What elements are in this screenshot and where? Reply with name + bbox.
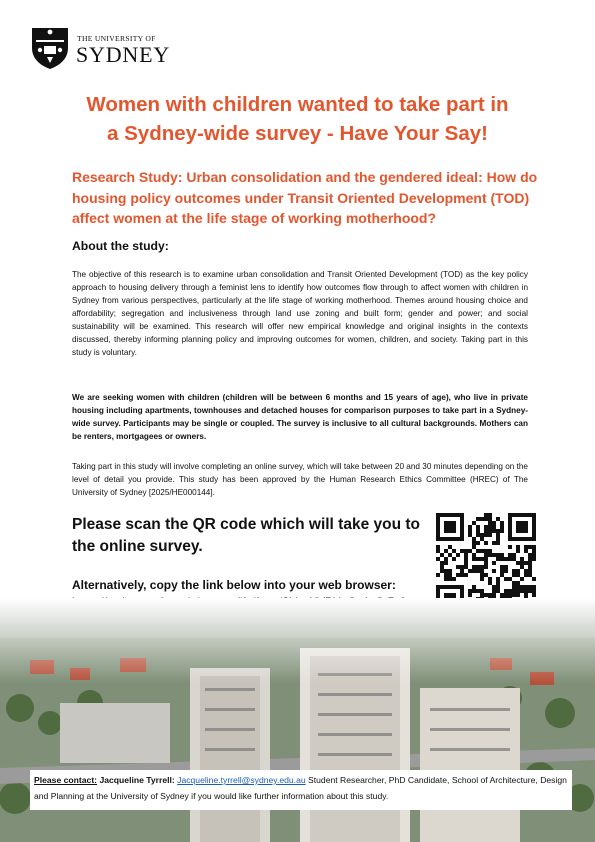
study-title: Research Study: Urban consolidation and the gendered ideal: How do housing policy outcomes under Transit Oriented Development (TOD) affect women at the life stage of working motherhood? — [72, 169, 538, 226]
about-heading: About the study: — [72, 239, 169, 253]
contact-email-link[interactable]: Jacqueline.tyrrell@sydney.edu.au — [177, 775, 306, 785]
about-paragraph-objective: The objective of this research is to examine urban consolidation and Transit Oriented Development (TOD) as the key policy approach to housing delivery through a feminist lens to identify how outcomes flow through to affect women with children in Sydney from various perspectives, particularly at the life stage of working motherhood. Themes around housing choice and affordability; segregation and inclusiveness through land use zoning and built form; gender and power; and social sustainability will be examined. This research will offer new empirical knowledge and original insights in the contexts discussed, thereby informing planning policy and improving outcomes for women, children, and society. Taking part in this study is voluntary. — [72, 270, 528, 357]
headline-line-2: a Sydney-wide survey - Have Your Say! — [107, 122, 488, 145]
crest-icon — [30, 26, 70, 70]
university-logo — [30, 26, 170, 72]
about-paragraph-participation: Taking part in this study will involve completing an online survey, which will take between 20 and 30 minutes depending on the level of detail you provide. This study has been approved by the Human Research Ethics Committee (HREC) of The University of Sydney [2025/HE000144]. — [72, 462, 528, 497]
contact-label: Please contact: — [34, 775, 98, 785]
scan-instruction: Please scan the QR code which will take you to the online survey. — [72, 516, 420, 555]
headline-line-1: Women with children wanted to take part in — [86, 93, 509, 116]
alternative-instruction: Alternatively, copy the link below into your web browser: — [72, 578, 396, 592]
headline — [40, 90, 555, 148]
about-paragraph-eligibility: We are seeking women with children (children will be between 6 months and 15 years of age), who live in private housing including apartments, townhouses and detached houses for comparison purposes to take part in a Sydney-wide survey. Participants may be single or coupled. The survey is inclusive to all cultural backgrounds. Mothers can be renters, mortgagees or owners. — [72, 393, 528, 441]
contact-box — [30, 770, 572, 810]
logo-text-large: SYDNEY — [76, 42, 171, 67]
contact-details: Student Researcher, PhD Candidate, School of Architecture, Design and Planning at the University of Sydney if you would like further information about this study. — [34, 775, 567, 801]
logo-text-small: THE UNIVERSITY OF — [77, 34, 156, 43]
contact-name: Jacqueline Tyrrell: — [99, 775, 175, 785]
